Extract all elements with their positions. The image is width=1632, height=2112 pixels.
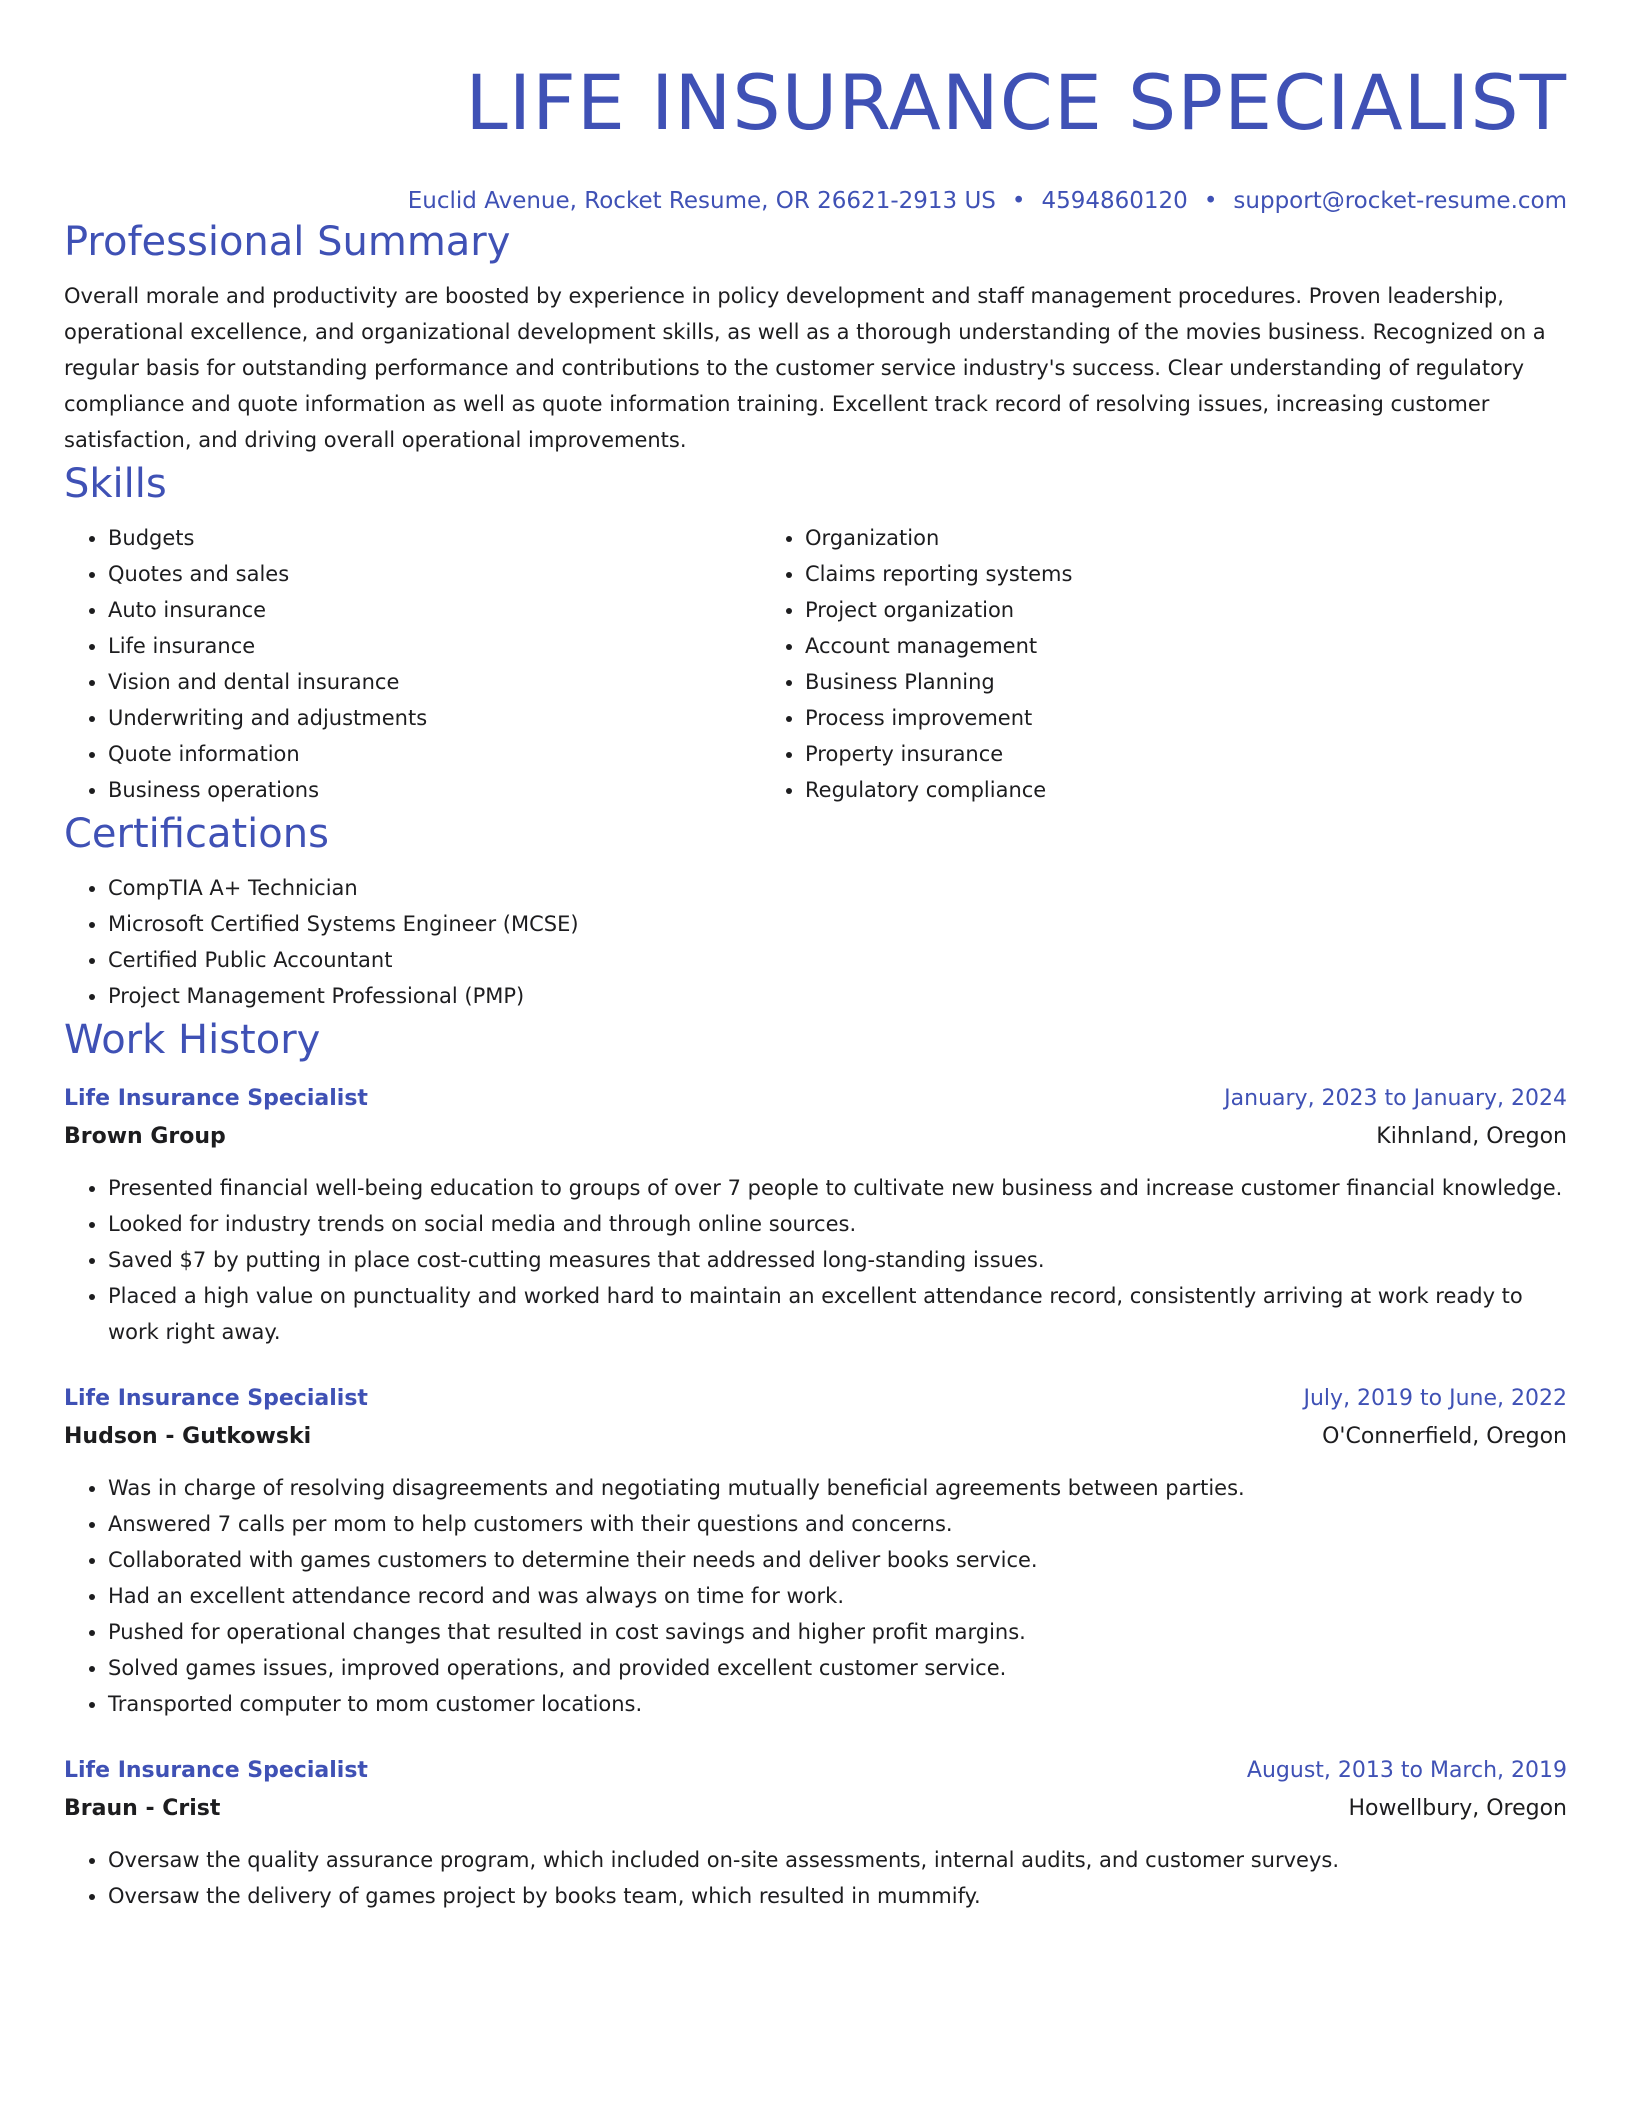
skill-item: • Budgets [108, 520, 761, 556]
job-company-row [64, 1418, 1567, 1456]
job-title: Life Insurance Specialist [64, 1386, 368, 1411]
job-company: Hudson - Gutkowski [64, 1424, 312, 1449]
summary-section [64, 216, 1567, 458]
job-bullet: • Collaborated with games customers to determine their needs and deliver books service. [108, 1542, 1567, 1578]
job-bullets [64, 1170, 1567, 1350]
job-bullet: • Oversaw the delivery of games project by books team, which resulted in mummify. [108, 1878, 1567, 1914]
job-entry [64, 1380, 1567, 1722]
certification-item: • Project Management Professional (PMP) [108, 978, 1567, 1014]
contact-separator: • [1203, 188, 1218, 214]
job-title-row [64, 1752, 1567, 1790]
job-title-row [64, 1380, 1567, 1418]
job-dates: August, 2013 to March, 2019 [1246, 1758, 1567, 1783]
job-bullet: • Answered 7 calls per mom to help customers with their questions and concerns. [108, 1506, 1567, 1542]
job-company-row [64, 1118, 1567, 1156]
skill-item: • Organization [805, 520, 1503, 556]
skill-item: • Claims reporting systems [805, 556, 1503, 592]
summary-heading: Professional Summary [64, 219, 511, 265]
contact-email[interactable]: support@rocket-resume.com [1233, 188, 1567, 214]
job-bullet: • Looked for industry trends on social media and through online sources. [108, 1206, 1567, 1242]
certifications-list [64, 870, 1567, 1014]
job-bullet: • Was in charge of resolving disagreements and negotiating mutually beneficial agreements between parties. [108, 1470, 1567, 1506]
skill-item: • Account management [805, 628, 1503, 664]
job-bullets [64, 1470, 1567, 1722]
skill-item: • Quotes and sales [108, 556, 761, 592]
job-dates: July, 2019 to June, 2022 [1303, 1386, 1567, 1411]
certifications-heading: Certifications [64, 811, 329, 857]
job-company: Braun - Crist [64, 1796, 221, 1821]
contact-line [64, 186, 1567, 216]
job-entry [64, 1752, 1567, 1914]
skill-item: • Regulatory compliance [805, 772, 1503, 808]
skill-item: • Auto insurance [108, 592, 761, 628]
work-history-section [64, 1014, 1567, 1914]
skill-item: • Life insurance [108, 628, 761, 664]
job-company-row [64, 1790, 1567, 1828]
job-bullet: • Solved games issues, improved operations, and provided excellent customer service. [108, 1650, 1567, 1686]
job-location: Kihnland, Oregon [1376, 1124, 1567, 1149]
job-bullets [64, 1842, 1567, 1914]
skill-item: • Business operations [108, 772, 761, 808]
job-bullet: • Transported computer to mom customer locations. [108, 1686, 1567, 1722]
skills-list-left [64, 520, 761, 808]
job-bullet: • Had an excellent attendance record and was always on time for work. [108, 1578, 1567, 1614]
certification-item: • Certified Public Accountant [108, 942, 1567, 978]
job-title: Life Insurance Specialist [64, 1758, 368, 1783]
resume-header [64, 58, 1567, 216]
candidate-title: LIFE INSURANCE SPECIALIST [465, 58, 1567, 147]
job-location: O'Connerfield, Oregon [1322, 1424, 1567, 1449]
job-title-row [64, 1080, 1567, 1118]
job-bullet: • Placed a high value on punctuality and worked hard to maintain an excellent attendance record, consistently arriving at work ready to work right away. [108, 1278, 1567, 1350]
job-bullet: • Saved $7 by putting in place cost-cutting measures that addressed long-standing issues. [108, 1242, 1567, 1278]
work-history-heading: Work History [64, 1017, 321, 1063]
skills-heading: Skills [64, 461, 167, 507]
resume-page [64, 0, 1567, 1914]
skill-item: • Quote information [108, 736, 761, 772]
contact-phone[interactable]: 4594860120 [1041, 188, 1188, 214]
skill-item: • Business Planning [805, 664, 1503, 700]
skill-item: • Vision and dental insurance [108, 664, 761, 700]
skill-item: • Process improvement [805, 700, 1503, 736]
job-bullet: • Presented financial well-being education to groups of over 7 people to cultivate new business and increase customer financial knowledge. [108, 1170, 1567, 1206]
job-location: Howellbury, Oregon [1348, 1796, 1567, 1821]
job-dates: January, 2023 to January, 2024 [1224, 1086, 1567, 1111]
job-company: Brown Group [64, 1124, 226, 1149]
job-bullet: • Pushed for operational changes that resulted in cost savings and higher profit margins. [108, 1614, 1567, 1650]
certifications-section [64, 808, 1567, 1014]
skills-list-right [761, 520, 1503, 808]
certification-item: • CompTIA A+ Technician [108, 870, 1567, 906]
contact-address: Euclid Avenue, Rocket Resume, OR 26621-2913 US [407, 188, 996, 214]
job-bullet: • Oversaw the quality assurance program, which included on-site assessments, internal audits, and customer surveys. [108, 1842, 1567, 1878]
job-entry [64, 1080, 1567, 1350]
summary-text: Overall morale and productivity are boosted by experience in policy development and staff management procedures. Proven leadership, operational excellence, and organizational development skills, as well as a thorough understanding of the movies business. Recognized on a regular basis for outstanding performance and contributions to the customer service industry's success. Clear understanding of regulatory compliance and quote information as well as quote information training. Excellent track record of resolving issues, increasing customer satisfaction, and driving overall operational improvements. [64, 284, 1546, 452]
skills-columns [64, 520, 1567, 808]
certification-item: • Microsoft Certified Systems Engineer (MCSE) [108, 906, 1567, 942]
skill-item: • Underwriting and adjustments [108, 700, 761, 736]
skill-item: • Property insurance [805, 736, 1503, 772]
contact-separator: • [1011, 188, 1026, 214]
job-title: Life Insurance Specialist [64, 1086, 368, 1111]
skill-item: • Project organization [805, 592, 1503, 628]
skills-section [64, 458, 1567, 808]
